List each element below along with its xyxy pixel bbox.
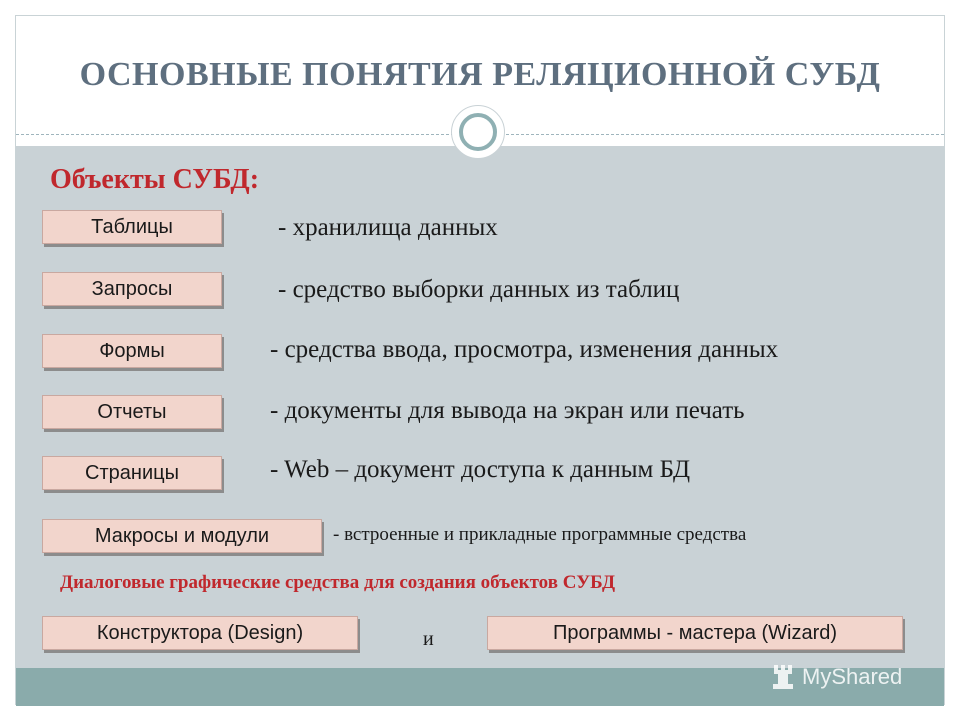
slide-title: ОСНОВНЫЕ ПОНЯТИЯ РЕЛЯЦИОННОЙ СУБД: [79, 56, 881, 93]
queries-description: - средство выборки данных из таблиц: [278, 276, 680, 303]
pages-button[interactable]: Страницы: [42, 456, 222, 490]
reports-button[interactable]: Отчеты: [42, 395, 222, 429]
tools-caption: Диалоговые графические средства для создания объектов СУБД: [60, 572, 616, 593]
watermark-text: MyShared: [802, 664, 903, 689]
tables-description: - хранилища данных: [278, 214, 498, 241]
queries-button[interactable]: Запросы: [42, 272, 222, 306]
forms-button[interactable]: Формы: [42, 334, 222, 368]
circle-ornament: [451, 105, 505, 159]
macros-modules-description: - встроенные и прикладные программные средства: [333, 524, 747, 545]
chess-piece-icon: [770, 663, 796, 691]
conjunction-text: и: [423, 628, 434, 650]
wizard-button[interactable]: Программы - мастера (Wizard): [487, 616, 903, 650]
designer-button[interactable]: Конструктора (Design): [42, 616, 358, 650]
circle-ring: [459, 113, 497, 151]
objects-heading: Объекты СУБД:: [50, 164, 260, 195]
reports-description: - документы для вывода на экран или печать: [270, 397, 745, 424]
forms-description: - средства ввода, просмотра, изменения данных: [270, 336, 779, 363]
macros-modules-button[interactable]: Макросы и модули: [42, 519, 322, 553]
pages-description: - Web – документ доступа к данным БД: [270, 456, 691, 483]
watermark: [770, 662, 902, 692]
tables-button[interactable]: Таблицы: [42, 210, 222, 244]
